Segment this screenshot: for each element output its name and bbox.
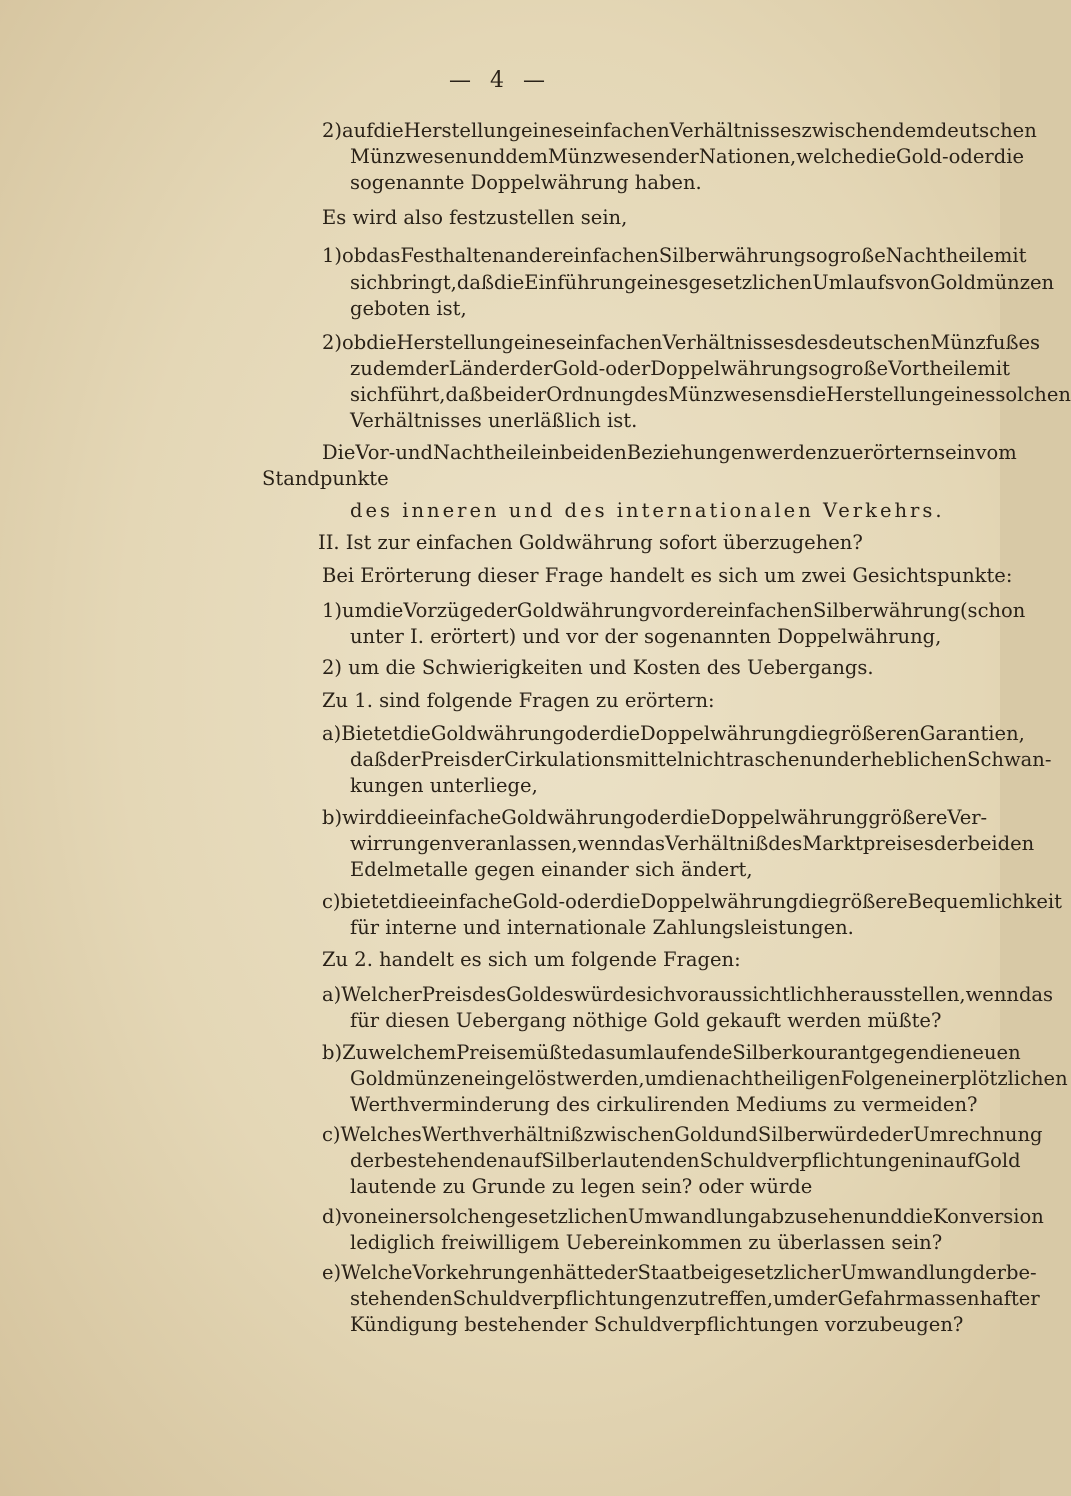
text-line: b) Zu welchem Preise müßte das umlaufende Silberkourant gegen die neuen bbox=[322, 1041, 1021, 1064]
page-number: — 4 — bbox=[449, 68, 551, 93]
text-line: der bestehenden auf Silber lautenden Schuldverpflichtungen in auf Gold bbox=[350, 1149, 1021, 1172]
text-line: wirrungen veranlassen, wenn das Verhältniß des Marktpreises der beiden bbox=[350, 832, 1035, 855]
text-line: für interne und internationale Zahlungsleistungen. bbox=[350, 916, 854, 939]
text-line: Kündigung bestehender Schuldverpflichtungen vorzubeugen? bbox=[350, 1313, 964, 1336]
text-line: 2) um die Schwierigkeiten und Kosten des Uebergangs. bbox=[322, 656, 874, 679]
text-line: 2) ob die Herstellung eines einfachen Verhältnisses des deutschen Münzfußes bbox=[322, 331, 1041, 354]
text-line: Goldmünzen eingelöst werden, um die nachtheiligen Folgen einer plötzlichen bbox=[350, 1067, 1068, 1090]
text-line: Es wird also festzustellen sein, bbox=[322, 206, 628, 229]
text-line: e) Welche Vorkehrungen hätte der Staat bei gesetzlicher Umwandlung der be- bbox=[322, 1261, 1037, 1284]
text-line: c) bietet die einfache Gold- oder die Doppelwährung die größere Bequemlichkeit bbox=[322, 890, 1062, 913]
text-line: II. Ist zur einfachen Goldwährung sofort überzugehen? bbox=[318, 531, 863, 554]
text-line: lautende zu Grunde zu legen sein? oder würde bbox=[350, 1175, 813, 1198]
text-line: für diesen Uebergang nöthige Gold gekauft werden müßte? bbox=[350, 1009, 942, 1032]
text-line: geboten ist, bbox=[350, 297, 467, 320]
text-line: daß der Preis der Cirkulationsmittel nicht raschen und erheblichen Schwan- bbox=[350, 748, 1052, 771]
text-line: d) von einer solchen gesetzlichen Umwandlung abzusehen und die Konversion bbox=[322, 1205, 1044, 1228]
text-line: Verhältnisses unerläßlich ist. bbox=[350, 409, 638, 432]
text-line: sogenannte Doppelwährung haben. bbox=[350, 171, 702, 194]
text-line: a) Welcher Preis des Goldes würde sich voraussichtlich herausstellen, wenn das bbox=[322, 983, 1054, 1006]
text-line: stehenden Schuldverpflichtungen zu treffen, um der Gefahr massenhafter bbox=[350, 1287, 1040, 1310]
text-line: Standpunkte bbox=[262, 467, 389, 490]
text-line: 1) um die Vorzüge der Goldwährung vor der einfachen Silberwährung (schon bbox=[322, 599, 1026, 622]
text-line: Edelmetalle gegen einander sich ändert, bbox=[350, 858, 753, 881]
text-line: Werthverminderung des cirkulirenden Mediums zu vermeiden? bbox=[350, 1093, 978, 1116]
text-line: c) Welches Werthverhältniß zwischen Gold und Silber würde der Umrechnung bbox=[322, 1123, 1043, 1146]
text-line: a) Bietet die Goldwährung oder die Doppelwährung die größeren Garantien, bbox=[322, 722, 1025, 745]
text-line: des inneren und des internationalen Verkehrs. bbox=[350, 499, 945, 522]
text-line: sich bringt, daß die Einführung eines gesetzlichen Umlaufs von Goldmünzen bbox=[350, 271, 1055, 294]
text-line: b) wird die einfache Goldwährung oder die Doppelwährung größere Ver- bbox=[322, 806, 988, 829]
text-line: kungen unterliege, bbox=[350, 774, 538, 797]
text-line: Münzwesen und dem Münzwesen der Nationen, welche die Gold- oder die bbox=[350, 145, 1025, 168]
text-line: Zu 1. sind folgende Fragen zu erörtern: bbox=[322, 689, 715, 712]
text-line: Zu 2. handelt es sich um folgende Fragen: bbox=[322, 948, 741, 971]
text-line: sich führt, daß bei der Ordnung des Münzwesens die Herstellung eines solchen bbox=[350, 383, 1071, 406]
text-line: Bei Erörterung dieser Frage handelt es sich um zwei Gesichtspunkte: bbox=[322, 564, 1013, 587]
text-line: zu dem der Länder der Gold- oder Doppelwährung so große Vortheile mit bbox=[350, 357, 1010, 380]
text-line: unter I. erörtert) und vor der sogenannten Doppelwährung, bbox=[350, 625, 942, 648]
text-line: Die Vor- und Nachtheile in beiden Beziehungen werden zu erörtern sein vom bbox=[322, 441, 1017, 464]
text-line: lediglich freiwilligem Uebereinkommen zu überlassen sein? bbox=[350, 1231, 943, 1254]
text-line: 1) ob das Festhalten an der einfachen Silberwährung so große Nachtheile mit bbox=[322, 244, 1027, 267]
text-line: 2) auf die Herstellung eines einfachen Verhältnisses zwischen dem deutschen bbox=[322, 119, 1037, 142]
